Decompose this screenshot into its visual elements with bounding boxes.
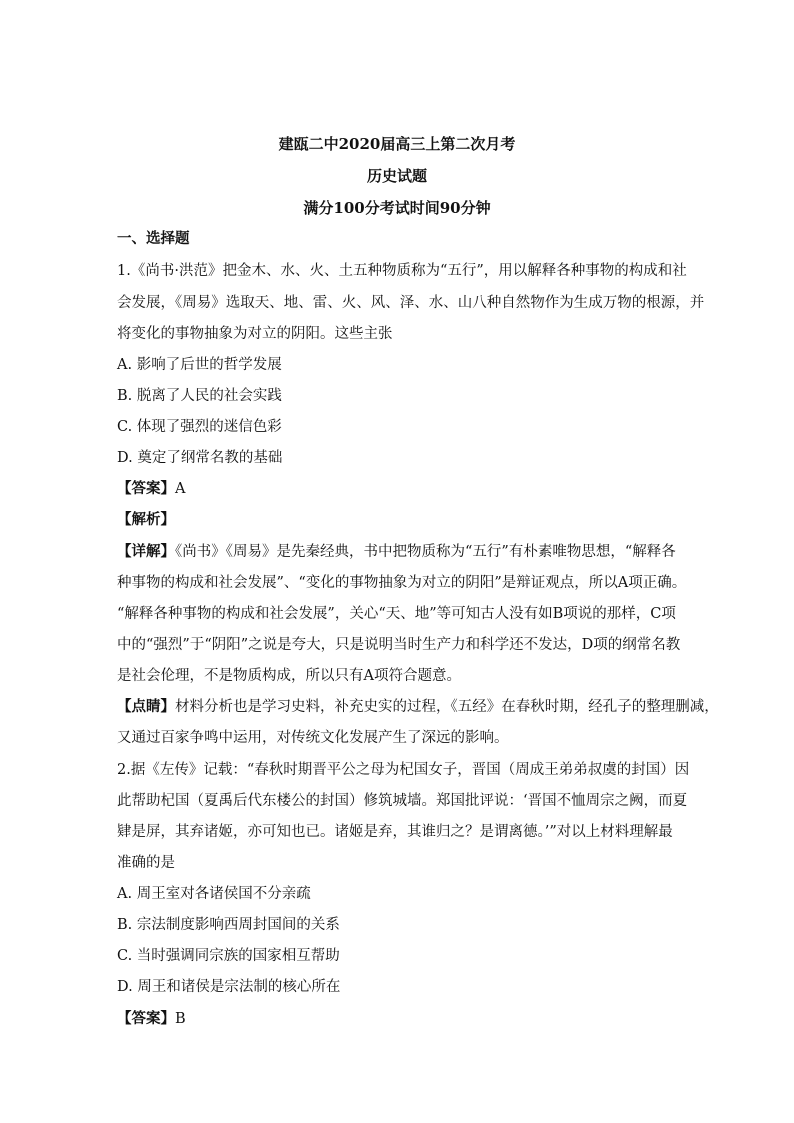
score-time-line: 满分100分考试时间90分钟: [303, 199, 491, 217]
q2-option-d: D. 周王和诸侯是宗法制的核心所在: [117, 979, 341, 995]
answer-label: 【答案】: [117, 480, 175, 497]
q1-stem-line: 1.《尚书·洪范》把金木、水、火、土五种物质称为“五行”，用以解释各种事物的构成和社: [117, 263, 687, 279]
school-exam-title: 建瓯二中2020届高三上第二次月考: [278, 135, 516, 153]
q1-option-a: A. 影响了后世的哲学发展: [117, 357, 282, 373]
answer-value: A: [175, 481, 186, 497]
q1-answer: [117, 479, 677, 499]
q1-analysis-label: 【解析】: [117, 511, 175, 528]
q1-detail-line: “解释各种事物的构成和社会发展”，关心“天、地”等可知古人没有如B项说的那样，C项: [117, 606, 676, 622]
q2-option-a: A. 周王室对各诸侯国不分亲疏: [117, 886, 311, 902]
q2-stem-line: 2.据《左传》记载：“春秋时期晋平公之母为杞国女子，晋国（周成王弟弟叔虞的封国）因: [117, 762, 690, 778]
answer-label: 【答案】: [117, 1010, 175, 1027]
answer-value: B: [175, 1011, 186, 1027]
q1-stem-line: 将变化的事物抽象为对立的阴阳。这些主张: [117, 326, 393, 342]
section-title: 一、选择题: [117, 230, 190, 247]
q1-detail-line: 中的“强烈”于“阴阳”之说是夸大，只是说明当时生产力和科学还不发达，D项的纲常名教: [117, 637, 681, 653]
q1-stem-line: 会发展，《周易》选取天、地、雷、火、风、泽、水、山八种自然物作为生成万物的根源，并: [117, 295, 705, 311]
q2-stem-line: 准确的是: [117, 855, 175, 871]
tip-text: 材料分析也是学习史料，补充史实的过程，《五经》在春秋时期，经孔子的整理删减，: [175, 699, 719, 715]
q1-detail-line: 种事物的构成和社会发展”、“变化的事物抽象为对立的阴阳”是辩证观点，所以A项正确。: [117, 575, 687, 591]
q2-option-c: C. 当时强调同宗族的国家相互帮助: [117, 948, 340, 964]
q1-tip-line: [117, 697, 719, 717]
q2-answer: [117, 1009, 677, 1029]
q1-tip-line: 又通过百家争鸣中运用，对传统文化发展产生了深远的影响。: [117, 730, 509, 746]
q1-option-b: B. 脱离了人民的社会实践: [117, 388, 282, 404]
q2-stem-line: 肄是屏，其弃诸姬，亦可知也已。诸姬是弃，其谁归之？是谓离德。’”对以上材料理解最: [117, 824, 673, 840]
q1-detail-line: 是社会伦理，不是物质构成，所以只有A项符合题意。: [117, 668, 461, 684]
subject-title: 历史试题: [366, 167, 427, 185]
q2-option-b: B. 宗法制度影响西周封国间的关系: [117, 917, 340, 933]
detail-text: 《尚书》《周易》是先秦经典，书中把物质称为“五行”有朴素唯物思想，“解释各: [175, 544, 676, 560]
tip-label: 【点睛】: [117, 698, 175, 715]
q1-option-c: C. 体现了强烈的迷信色彩: [117, 419, 282, 435]
q2-stem-line: 此帮助杞国（夏禹后代东楼公的封国）修筑城墙。郑国批评说：‘晋国不恤周宗之阙，而夏: [117, 793, 688, 809]
q1-detail-line: [117, 542, 677, 562]
q1-option-d: D. 奠定了纲常名教的基础: [117, 450, 283, 466]
detail-label: 【详解】: [117, 543, 175, 560]
